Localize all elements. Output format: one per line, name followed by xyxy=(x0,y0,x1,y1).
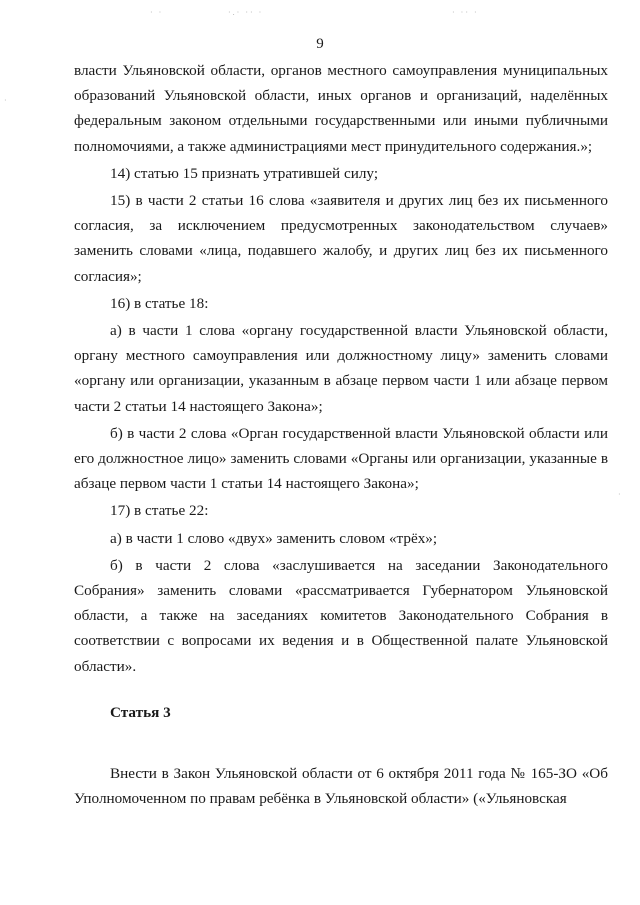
paragraph-item-14: 14) статью 15 признать утратившей силу; xyxy=(110,164,379,182)
scan-speck: ·.· ·· · xyxy=(228,8,264,17)
scan-speck: · ·· · xyxy=(452,8,479,17)
paragraph-item-17b: б) в части 2 слова «заслушивается на заседании Законодательного Собрания» заменить словами «рассматривается Губернатором Ульяновской области, а также на заседаниях комитетов Законодательного Собрания в соответствии с вопросами их ведения и в Общественной палате Ульяновской области». xyxy=(74,556,608,675)
paragraph-item-17: 17) в статье 22: xyxy=(110,502,209,520)
amendment-list xyxy=(74,58,608,679)
paragraph-continuation: власти Ульяновской области, органов местного самоуправления муниципальных образований Ульяновской области, иных органов и организаций, наделённых федеральным законом отдельными государственными или иными публичными полномочиями, а также администрациями мест принудительного содержания.»; xyxy=(74,62,608,155)
page-number: 9 xyxy=(316,36,324,52)
scan-speck: · xyxy=(4,96,9,105)
article-heading: Статья 3 xyxy=(110,704,171,721)
article-body xyxy=(74,761,608,811)
paragraph-item-16a: а) в части 1 слова «органу государственной власти Ульяновской области, органу местного самоуправления или должностному лицу» заменить словами «органу или организации, указанным в абзаце первом части 1 или абзаце первом части 2 статьи 14 настоящего Закона»; xyxy=(74,322,608,415)
scan-speck: · xyxy=(618,490,623,499)
paragraph-item-17a: а) в части 1 слово «двух» заменить словом «трёх»; xyxy=(110,529,438,547)
paragraph-item-15: 15) в части 2 статьи 16 слова «заявителя и других лиц без их письменного согласия, за исключением предусмотренных законодательством случаев» заменить словами «лица, подавшего жалобу, и других лиц без их письменного согласия»; xyxy=(74,192,608,285)
paragraph-item-16b: б) в части 2 слова «Орган государственной власти Ульяновской области или его должностное лицо» заменить словами «Органы или организации, указанные в абзаце первом части 1 статьи 14 настоящего Закона»; xyxy=(74,424,608,493)
paragraph-item-16: 16) в статье 18: xyxy=(110,294,209,312)
article-paragraph: Внести в Закон Ульяновской области от 6 октября 2011 года № 165-ЗО «Об Уполномоченном по правам ребёнка в Ульяновской области» («Ульяновская xyxy=(74,765,608,808)
scan-speck: · · xyxy=(150,8,164,17)
